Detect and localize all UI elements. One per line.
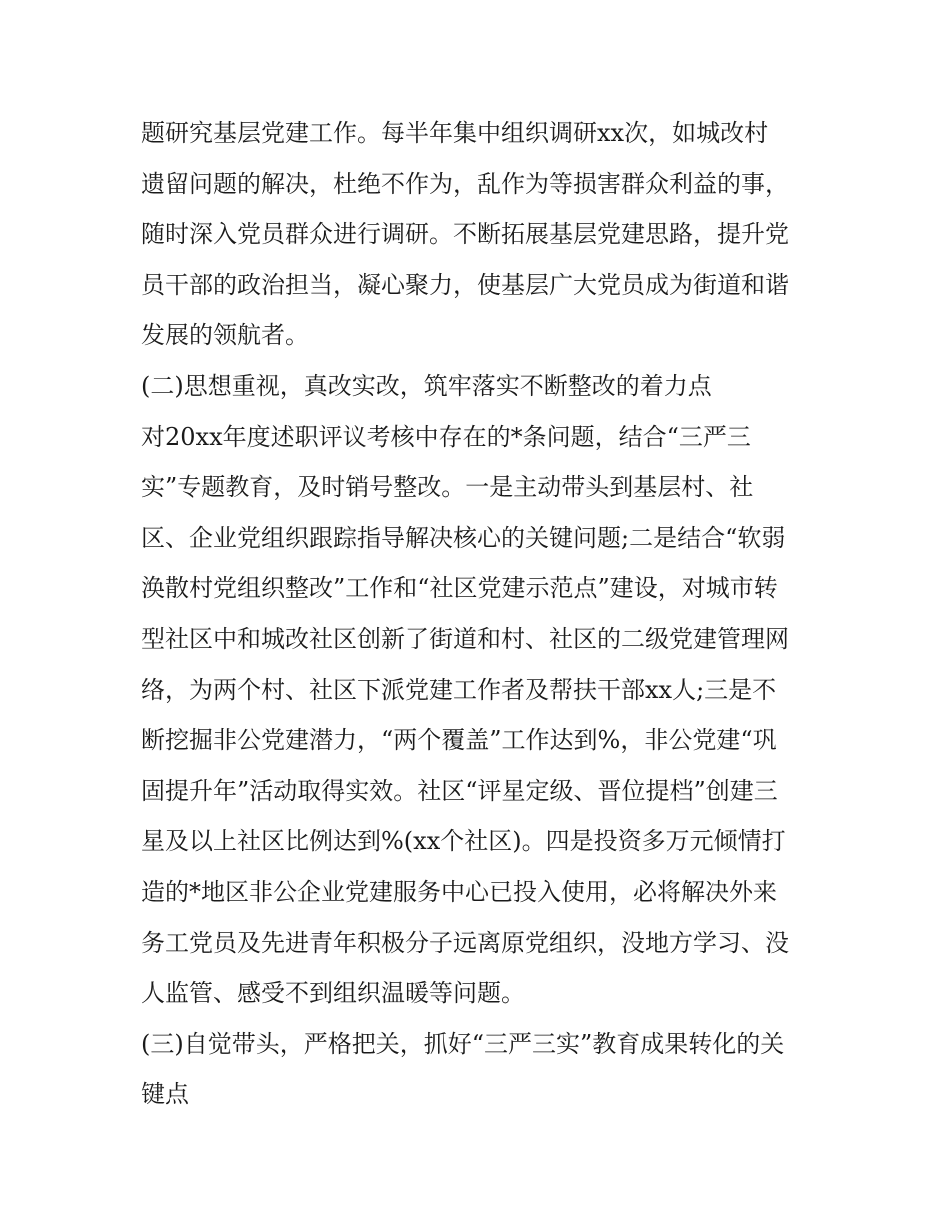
- text-line: 题研究基层党建工作。每半年集中组织调研xx次，如城改村: [141, 119, 769, 147]
- text-line: 型社区中和城改社区创新了街道和村、社区的二级党建管理网: [141, 624, 789, 653]
- text-line: 务工党员及先进青年积极分子远离原党组织，没地方学习、没: [141, 928, 789, 957]
- text-line: 实”专题教育，及时销号整改。一是主动带头到基层村、社: [141, 473, 754, 502]
- text-line: 星及以上社区比例达到%(xx个社区)。四是投资多万元倾情打: [141, 827, 786, 856]
- text-line: 造的*地区非公企业党建服务中心已投入使用，必将解决外来: [141, 877, 777, 906]
- text-line: 断挖掘非公党建潜力，“两个覆盖”工作达到%，非公党建“巩: [141, 726, 777, 755]
- text-line: 键点: [141, 1080, 189, 1109]
- text-line: 涣散村党组织整改”工作和“社区党建示范点”建设，对城市转: [141, 574, 778, 603]
- text-line: 员干部的政治担当，凝心聚力，使基层广大党员成为街道和谐: [141, 270, 789, 299]
- document-body: [141, 108, 821, 1120]
- text-line: 固提升年”活动取得实效。社区“评星定级、晋位提档”创建三: [141, 776, 778, 805]
- text-line: 遗留问题的解决，杜绝不作为，乱作为等损害群众利益的事，: [141, 169, 789, 198]
- section-heading-3: (三)自觉带头，严格把关，抓好“三严三实”教育成果转化的关: [141, 1029, 785, 1058]
- text-line: 络，为两个村、社区下派党建工作者及帮扶干部xx人;三是不: [141, 675, 777, 704]
- section-heading-2: (二)思想重视，真改实改，筑牢落实不断整改的着力点: [141, 371, 712, 400]
- text-line: 随时深入党员群众进行调研。不断拓展基层党建思路，提升党: [141, 220, 789, 249]
- text-line: 人监管、感受不到组织温暖等问题。: [141, 979, 525, 1008]
- text-line: 区、企业党组织跟踪指导解决核心的关键问题;二是结合“软弱: [141, 523, 786, 552]
- text-line: 发展的领航者。: [141, 321, 309, 350]
- text-line: 对20xx年度述职评议考核中存在的*条问题，结合“三严三: [141, 422, 751, 451]
